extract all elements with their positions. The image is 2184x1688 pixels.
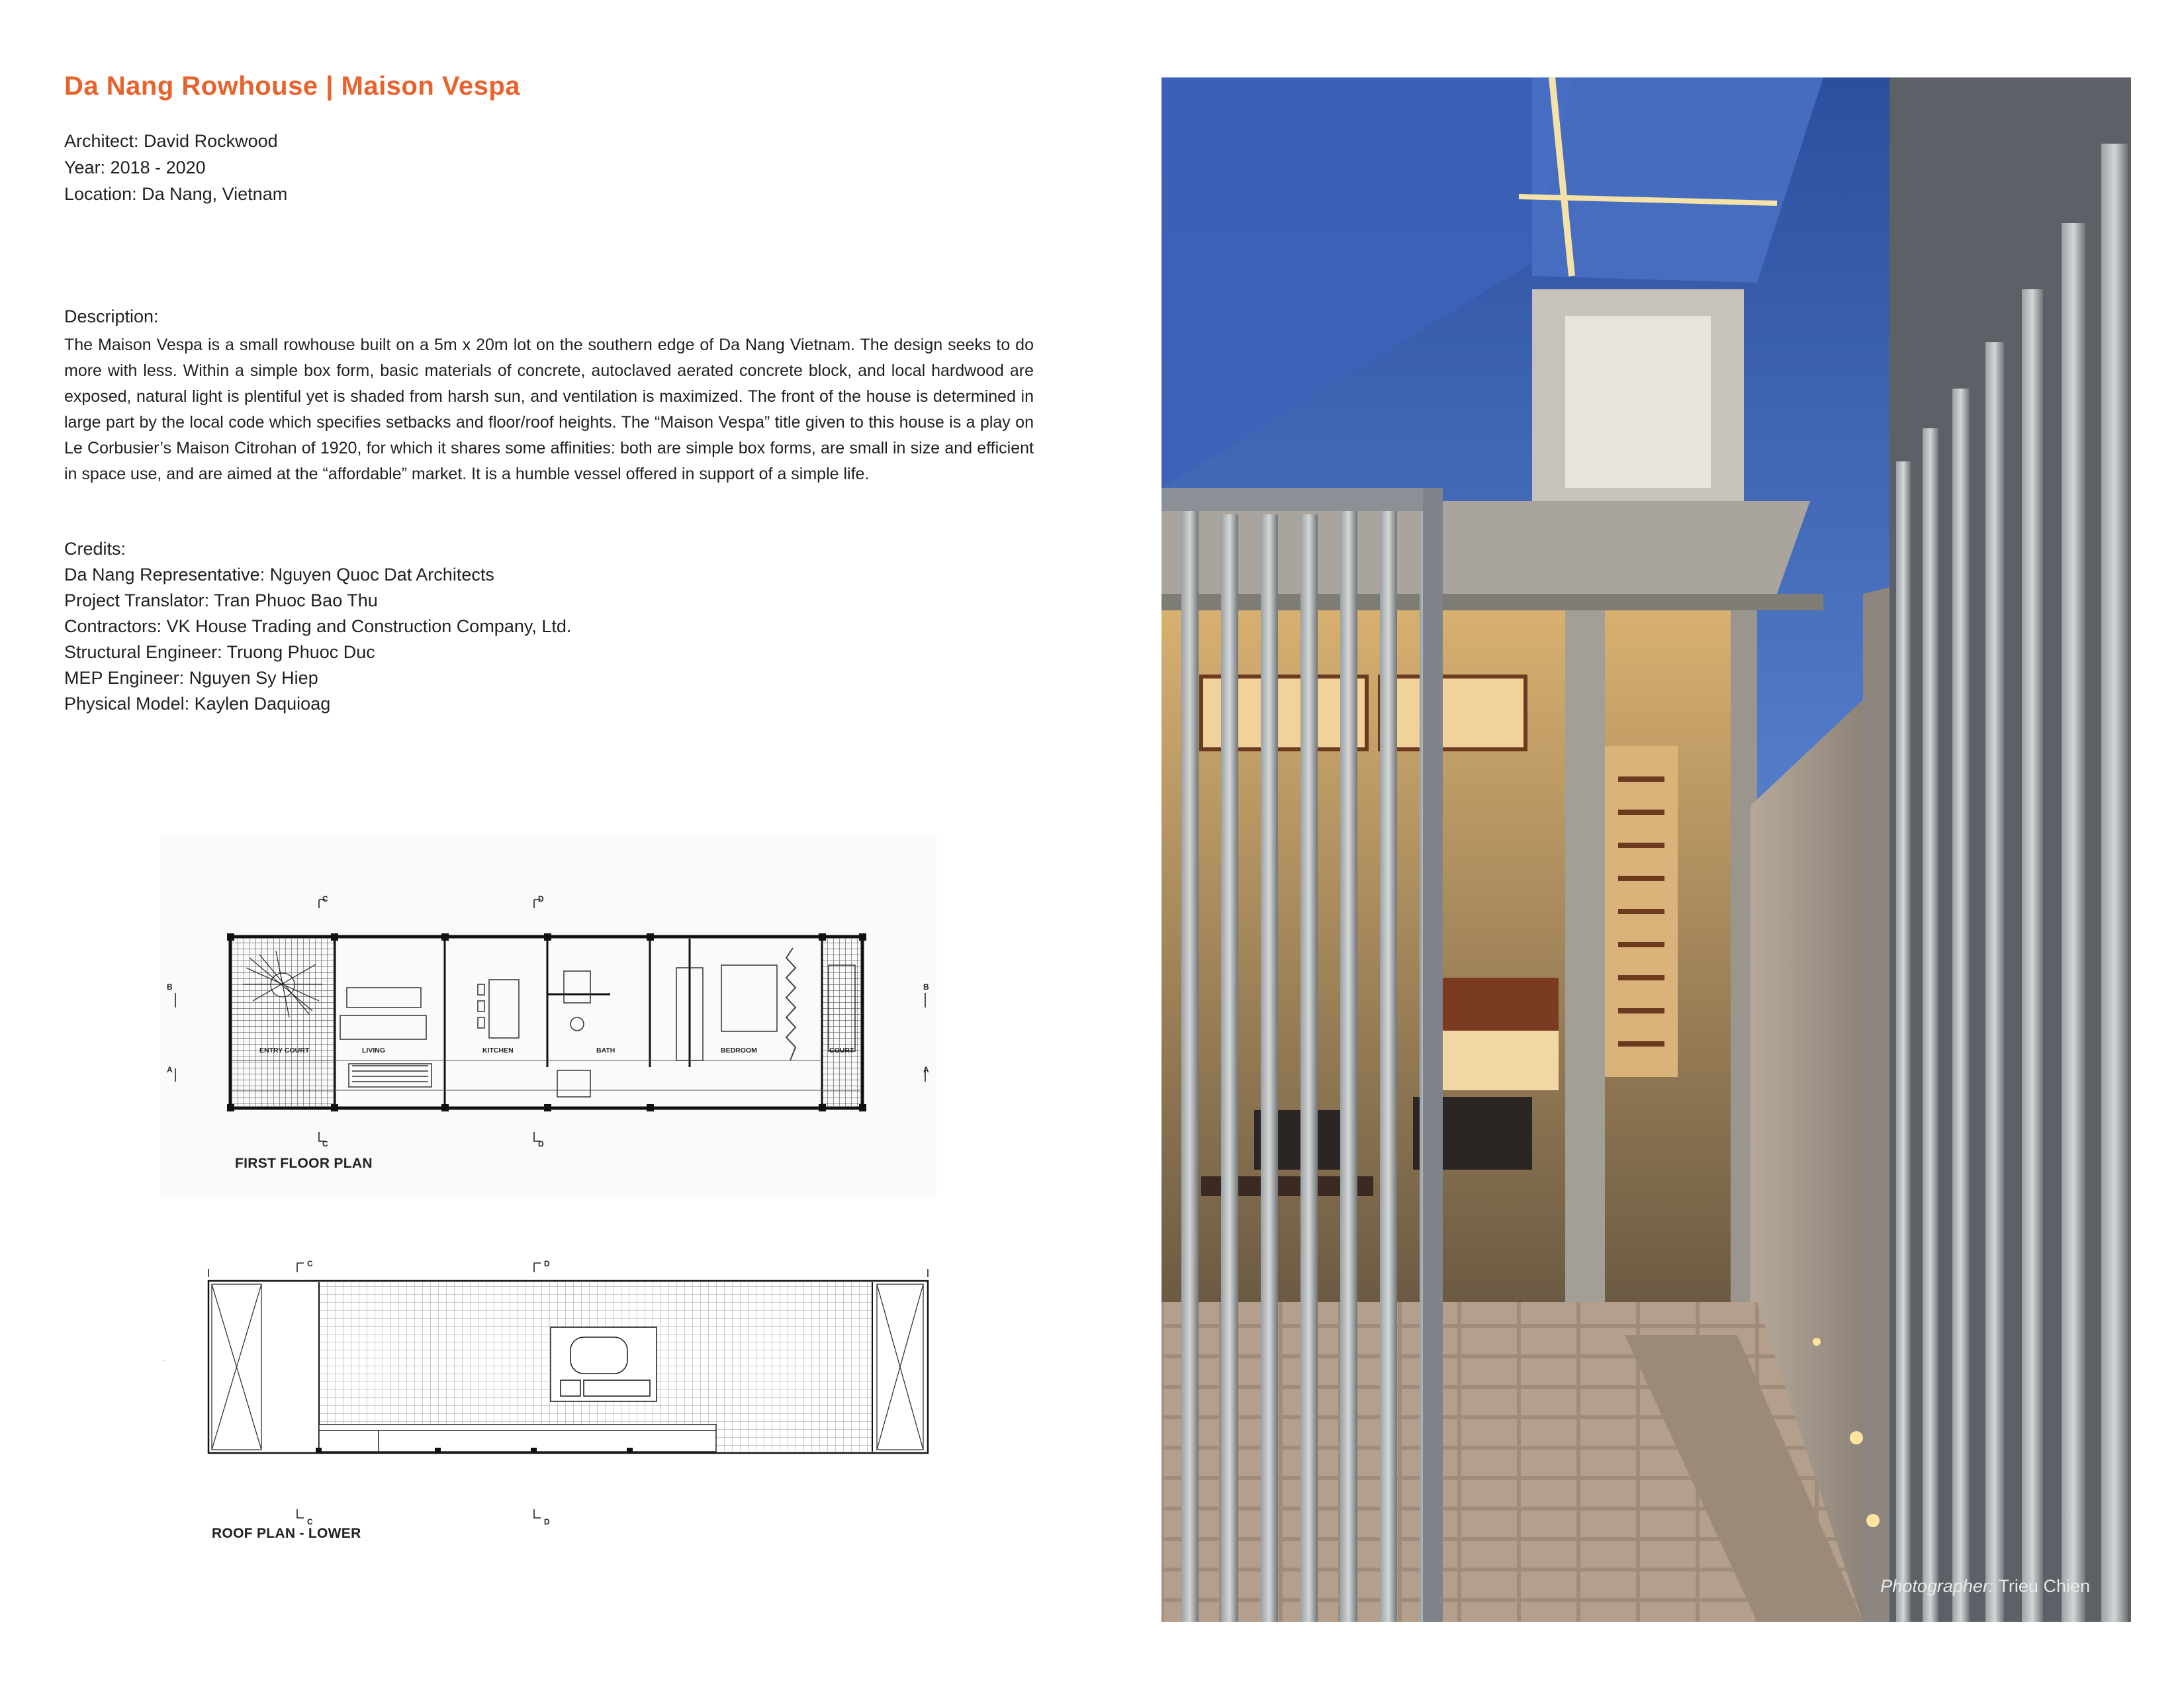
section-marker-c: C <box>322 894 328 904</box>
credit-item: Physical Model: Kaylen Daquioag <box>64 694 331 714</box>
first-floor-plan-drawing <box>160 835 936 1196</box>
roof-plan <box>160 1254 936 1546</box>
section-marker-d: D <box>538 894 544 904</box>
roof-section-marker-d: D <box>544 1259 550 1268</box>
credits-label: Credits: <box>64 539 126 559</box>
description-text: The Maison Vespa is a small rowhouse built on a 5m x 20m lot on the southern edge of Da Nang Vietnam. The design seeks to do more with less. Within a simple box form, basic materials of concrete, autoclaved aerated concrete block, and local hardwood are exposed, natural light is plentiful yet is shaded from harsh sun, and ventilation is maximized. The front of the house is determined in large part by the local code which specifies setbacks and floor/roof heights. The “Maison Vespa” title given to this house is a play on Le Corbusier’s Maison Citrohan of 1920, for which it shares some affinities: both are simple box forms, are small in size and efficient in space use, and are aimed at the “affordable” market. It is a humble vessel offered in support of a simple life. <box>64 336 1034 483</box>
room-label-bath: BATH <box>596 1047 615 1055</box>
description-label: Description: <box>64 306 159 326</box>
roof-plan-caption: ROOF PLAN - LOWER <box>212 1526 361 1541</box>
section-marker-a: A <box>167 1065 173 1074</box>
section-marker-c-bottom: C <box>322 1139 328 1149</box>
roof-plan-dot: · <box>162 1357 165 1364</box>
roof-plan-drawing <box>160 1254 936 1546</box>
roof-section-marker-c-bottom: C <box>307 1517 313 1526</box>
credit-item: MEP Engineer: Nguyen Sy Hiep <box>64 668 318 688</box>
credit-item: Contractors: VK House Trading and Construction Company, Ltd. <box>64 616 572 636</box>
credits-block <box>64 536 571 717</box>
credit-item: Structural Engineer: Truong Phuoc Duc <box>64 642 375 662</box>
photo-credit-name: Trieu Chien <box>1998 1576 2090 1596</box>
roof-section-marker-c: C <box>307 1259 313 1268</box>
credit-item: Project Translator: Tran Phuoc Bao Thu <box>64 590 378 610</box>
photo-illustration <box>1161 77 2131 1622</box>
section-marker-b-right: B <box>923 982 929 992</box>
location-line: Location: Da Nang, Vietnam <box>64 184 288 204</box>
roof-section-marker-d-bottom: D <box>544 1517 550 1526</box>
year-line: Year: 2018 - 2020 <box>64 158 206 177</box>
page-title: Da Nang Rowhouse | Maison Vespa <box>64 71 521 101</box>
section-marker-a-right: A <box>923 1065 929 1074</box>
first-floor-plan-caption: FIRST FLOOR PLAN <box>235 1156 373 1171</box>
section-marker-b: B <box>167 982 173 992</box>
project-meta <box>64 128 287 207</box>
photo-credit <box>1880 1576 2090 1597</box>
section-marker-d-bottom: D <box>538 1139 544 1149</box>
room-label-living: LIVING <box>362 1047 386 1055</box>
first-floor-plan <box>160 835 936 1196</box>
photo-credit-label: Photographer: <box>1880 1576 1994 1596</box>
room-label-bedroom: BEDROOM <box>721 1047 757 1055</box>
room-label-entry-court: ENTRY COURT <box>259 1047 310 1055</box>
room-label-kitchen: KITCHEN <box>482 1047 514 1055</box>
room-label-court: COURT <box>829 1047 854 1055</box>
house-photograph <box>1161 77 2131 1622</box>
architect-line: Architect: David Rockwood <box>64 131 278 151</box>
credit-item: Da Nang Representative: Nguyen Quoc Dat Architects <box>64 565 494 585</box>
